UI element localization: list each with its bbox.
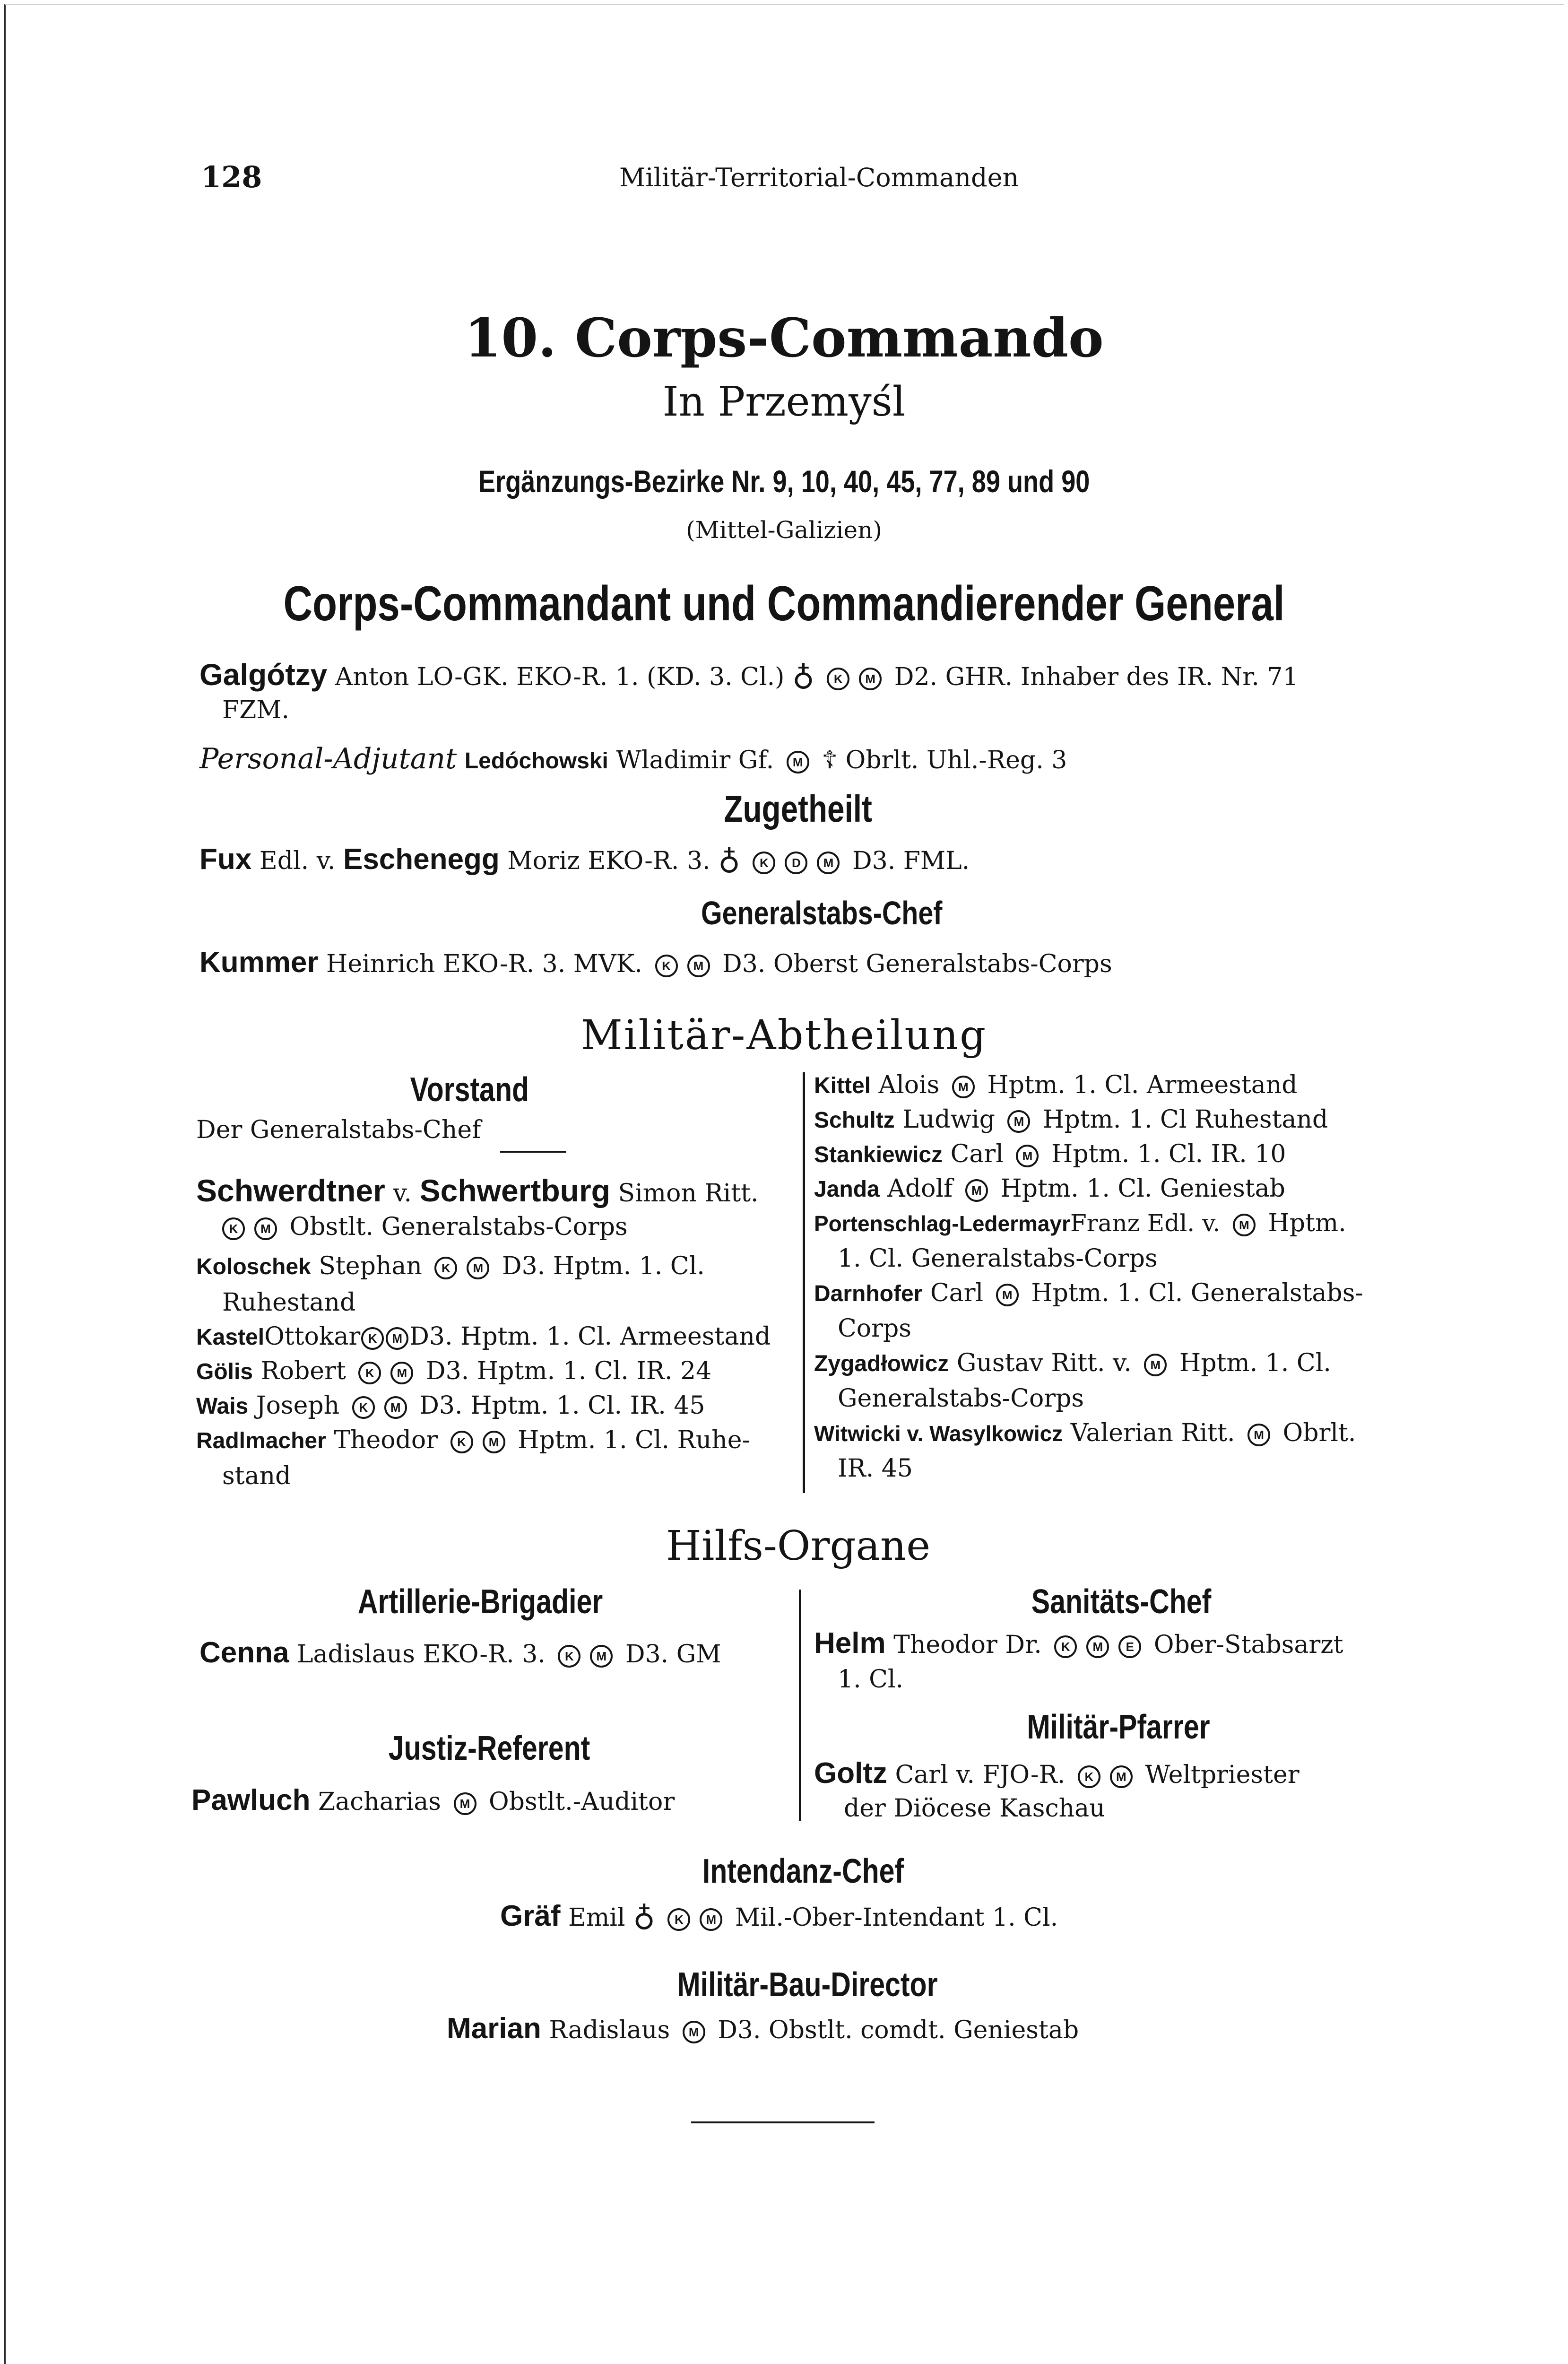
schultz-name: Schultz: [814, 1108, 895, 1133]
kittel-name: Kittel: [814, 1073, 871, 1098]
radlmacher-first: Theodor: [334, 1426, 438, 1454]
m-mark-icon: M: [996, 1284, 1019, 1306]
cross-icon: ☦: [822, 746, 838, 774]
building-heading: [0, 1964, 1568, 2004]
assigned-heading-text: Zugetheilt: [724, 788, 873, 830]
justice-heading-text: Justiz-Referent: [388, 1730, 590, 1767]
m-mark-icon: M: [1086, 1635, 1109, 1658]
m-mark-icon: M: [700, 1908, 722, 1931]
m-mark-icon: M: [787, 751, 809, 774]
k-mark-icon: K: [358, 1362, 381, 1384]
janda-rank: Hptm. 1. Cl. Geniestab: [1000, 1174, 1285, 1203]
assigned-name-b: Eschenegg: [343, 843, 500, 876]
schwerdtner-title: Simon Ritt.: [618, 1179, 759, 1208]
kittel-line: [814, 1071, 1298, 1099]
pawluch-rank: Obstlt.-Auditor: [489, 1788, 675, 1816]
m-mark-icon: M: [859, 668, 882, 690]
cenna-details-b: D3. GM: [625, 1640, 721, 1669]
intendancy-heading-text: Intendanz-Chef: [702, 1852, 904, 1890]
adjutant-details-b: Obrlt. Uhl.-Reg. 3: [845, 746, 1067, 774]
schwerdtner-line-1: [196, 1173, 759, 1208]
graef-name: Gräf: [500, 1900, 561, 1932]
graef-first: Emil: [568, 1903, 625, 1932]
stankiewicz-rank: Hptm. 1. Cl. IR. 10: [1051, 1140, 1286, 1168]
artillery-heading: [331, 1582, 630, 1621]
assigned-details-b: D3. FML.: [852, 847, 970, 875]
chief-of-staff-details-a: Heinrich EKO-R. 3. MVK.: [326, 950, 642, 978]
m-mark-icon: M: [965, 1179, 988, 1202]
vorstand-heading-text: Vorstand: [410, 1071, 529, 1109]
military-dept-heading: Militär-Abtheilung: [580, 1012, 988, 1059]
portenschlag-line-2: 1. Cl. Generalstabs-Corps: [838, 1244, 1158, 1273]
priest-heading-text: Militär-Pfarrer: [1027, 1708, 1210, 1746]
helm-line-2: 1. Cl.: [838, 1665, 904, 1694]
m-mark-icon: M: [390, 1362, 413, 1384]
janda-line: [814, 1174, 1285, 1203]
building-heading-text: Militär-Bau-Director: [677, 1966, 938, 2004]
janda-first: Adolf: [887, 1174, 953, 1203]
radlmacher-name: Radlmacher: [196, 1428, 326, 1453]
chief-of-staff-heading: [0, 894, 1568, 932]
k-mark-icon: K: [361, 1327, 384, 1350]
m-mark-icon: M: [1144, 1354, 1167, 1376]
cenna-details-a: Ladislaus EKO-R. 3.: [297, 1640, 546, 1669]
witwicki-line-2: IR. 45: [838, 1454, 913, 1483]
m-mark-icon: M: [687, 955, 710, 977]
koloschek-line-1: [196, 1252, 705, 1280]
stankiewicz-line: [814, 1140, 1286, 1168]
helm-line-1: [814, 1626, 1343, 1660]
k-mark-icon: K: [827, 668, 849, 690]
chief-of-staff-line: [199, 946, 1112, 979]
order-cross-icon: ♁: [718, 842, 740, 877]
goltz-line-2: der Diöcese Kaschau: [844, 1794, 1105, 1823]
radlmacher-line-1: [196, 1426, 750, 1454]
commander-details-b: D2. GHR. Inhaber des IR. Nr. 71: [894, 663, 1299, 691]
m-mark-icon: M: [1247, 1424, 1270, 1446]
schwerdtner-rank: Obstlt. Generalstabs-Corps: [289, 1213, 628, 1241]
vorstand-heading: [397, 1069, 542, 1109]
kastel-line: [196, 1322, 771, 1351]
wais-line: [196, 1391, 705, 1420]
commander-line-1: [199, 657, 1299, 693]
helm-first: Theodor Dr.: [893, 1631, 1042, 1659]
commander-heading-text: Corps-Commandant und Commandierender General: [283, 576, 1285, 631]
k-mark-icon: K: [450, 1431, 473, 1453]
zygadlowicz-name: Zygadłowicz: [814, 1351, 949, 1376]
schultz-rank: Hptm. 1. Cl Ruhestand: [1043, 1105, 1328, 1134]
assigned-mid: Edl. v.: [259, 847, 336, 875]
goelis-rank: D3. Hptm. 1. Cl. IR. 24: [425, 1357, 712, 1385]
artillery-heading-text: Artillerie-Brigadier: [357, 1583, 603, 1621]
schwerdtner-name-b: Schwertburg: [419, 1173, 610, 1208]
schultz-first: Ludwig: [902, 1105, 995, 1134]
chief-of-staff-details-b: D3. Oberst Generalstabs-Corps: [722, 950, 1112, 978]
darnhofer-name: Darnhofer: [814, 1281, 923, 1306]
zygadlowicz-line-1: [814, 1349, 1331, 1377]
darnhofer-line-2: Corps: [838, 1314, 911, 1343]
schwerdtner-line-2: [217, 1213, 628, 1241]
districts-text: Ergänzungs-Bezirke Nr. 9, 10, 40, 45, 77, 89 und 90: [478, 464, 1090, 499]
justice-heading: [366, 1728, 612, 1768]
chief-of-staff-name: Kummer: [199, 946, 319, 979]
stankiewicz-name: Stankiewicz: [814, 1142, 943, 1167]
auxiliary-heading: Hilfs-Organe: [666, 1522, 931, 1570]
m-mark-icon: M: [952, 1076, 975, 1098]
k-mark-icon: K: [1078, 1765, 1100, 1788]
adjutant-line: [199, 742, 1067, 775]
helm-rank: Ober-Stabsarzt: [1153, 1631, 1343, 1659]
schultz-line: [814, 1105, 1328, 1134]
page-number: 128: [201, 160, 262, 194]
marian-rank: D3. Obstlt. comdt. Geniestab: [718, 2016, 1079, 2044]
kastel-rank: D3. Hptm. 1. Cl. Armeestand: [409, 1322, 771, 1351]
zygadlowicz-rank: Hptm. 1. Cl.: [1179, 1349, 1331, 1377]
wais-name: Wais: [196, 1394, 249, 1419]
darnhofer-first: Carl: [930, 1279, 984, 1307]
goltz-name: Goltz: [814, 1757, 887, 1790]
portenschlag-line-1: [814, 1209, 1346, 1237]
pawluch-line: [191, 1783, 675, 1817]
sanitary-heading: [1012, 1582, 1231, 1621]
portenschlag-name: Portenschlag-Ledermayr: [814, 1211, 1070, 1236]
adjutant-details-a: Wladimir Gf.: [616, 746, 774, 774]
running-title: Militär-Territorial-Commanden: [619, 163, 1019, 192]
cenna-line: [199, 1636, 721, 1669]
d-mark-icon: D: [785, 852, 807, 874]
commander-heading: [0, 574, 1568, 632]
m-mark-icon: M: [1233, 1214, 1256, 1236]
m-mark-icon: M: [254, 1217, 277, 1240]
commander-details-a: Anton LO-GK. EKO-R. 1. (KD. 3. Cl.): [335, 663, 785, 691]
cenna-name: Cenna: [199, 1636, 289, 1669]
portenschlag-rank: Hptm.: [1268, 1209, 1346, 1237]
m-mark-icon: M: [483, 1431, 505, 1453]
k-mark-icon: K: [352, 1396, 375, 1419]
stankiewicz-first: Carl: [950, 1140, 1004, 1168]
koloschek-name: Koloschek: [196, 1254, 311, 1279]
witwicki-first: Valerian Ritt.: [1070, 1419, 1235, 1447]
assigned-line: [199, 842, 970, 877]
adjutant-name: Ledóchowski: [464, 748, 608, 774]
radlmacher-line-2: stand: [222, 1462, 291, 1490]
goltz-first: Carl v. FJO-R.: [895, 1761, 1066, 1789]
m-mark-icon: M: [467, 1257, 489, 1279]
koloschek-first: Stephan: [319, 1252, 422, 1280]
kittel-first: Alois: [878, 1071, 940, 1099]
darnhofer-line-1: [814, 1279, 1363, 1307]
priest-heading: [1007, 1707, 1230, 1747]
end-rule: [691, 2121, 875, 2123]
goltz-rank: Weltpriester: [1145, 1761, 1299, 1789]
marian-line: [447, 2012, 1079, 2045]
districts-line: [0, 463, 1568, 500]
m-mark-icon: M: [683, 2021, 705, 2043]
m-mark-icon: M: [1110, 1765, 1133, 1788]
portenschlag-first: Franz Edl. v.: [1070, 1209, 1221, 1237]
witwicki-rank: Obrlt.: [1282, 1419, 1356, 1447]
k-mark-icon: K: [655, 955, 678, 977]
vorstand-rule: [500, 1151, 566, 1153]
sanitary-heading-text: Sanitäts-Chef: [1031, 1583, 1212, 1621]
k-mark-icon: K: [558, 1645, 580, 1668]
page-title: 10. Corps-Commando: [464, 307, 1104, 369]
k-mark-icon: K: [667, 1908, 690, 1931]
pawluch-first: Zacharias: [318, 1788, 441, 1816]
k-mark-icon: K: [753, 852, 775, 874]
graef-rank: Mil.-Ober-Intendant 1. Cl.: [735, 1903, 1058, 1932]
wais-first: Joseph: [256, 1391, 340, 1420]
goelis-line: [196, 1357, 711, 1385]
auxiliary-divider: [799, 1590, 801, 1821]
schwerdtner-name-a: Schwerdtner: [196, 1173, 385, 1208]
commander-name: Galgótzy: [199, 658, 328, 692]
e-mark-icon: E: [1118, 1635, 1141, 1658]
kastel-name: Kastel: [196, 1325, 265, 1350]
schwerdtner-particle: v.: [393, 1179, 412, 1208]
k-mark-icon: K: [222, 1217, 245, 1240]
m-mark-icon: M: [454, 1792, 476, 1815]
koloschek-rank: D3. Hptm. 1. Cl.: [502, 1252, 705, 1280]
goelis-name: Gölis: [196, 1359, 253, 1384]
marian-first: Radislaus: [549, 2016, 670, 2044]
m-mark-icon: M: [590, 1645, 613, 1668]
military-dept-divider: [803, 1072, 805, 1493]
k-mark-icon: K: [1054, 1635, 1077, 1658]
assigned-heading: [0, 787, 1568, 831]
assigned-details-a: Moriz EKO-R. 3.: [507, 847, 710, 875]
witwicki-name: Witwicki v. Wasylkowicz: [814, 1421, 1063, 1446]
radlmacher-rank: Hptm. 1. Cl. Ruhe-: [518, 1426, 751, 1454]
assigned-name-a: Fux: [199, 843, 252, 876]
adjutant-label: Personal-Adjutant: [199, 742, 457, 775]
m-mark-icon: M: [1016, 1145, 1039, 1167]
commander-line-2: FZM.: [222, 696, 289, 724]
location-subtitle: In Przemyśl: [662, 378, 906, 426]
goelis-first: Robert: [260, 1357, 346, 1385]
m-mark-icon: M: [386, 1327, 408, 1350]
helm-name: Helm: [814, 1627, 886, 1660]
pawluch-name: Pawluch: [191, 1784, 311, 1816]
intendancy-heading: [0, 1851, 1568, 1891]
koloschek-line-2: Ruhestand: [222, 1288, 356, 1317]
chief-of-staff-heading-text: Generalstabs-Chef: [701, 895, 943, 931]
vorstand-sub: Der Generalstabs-Chef: [196, 1116, 481, 1144]
zygadlowicz-line-2: Generalstabs-Corps: [838, 1384, 1084, 1413]
region-line: (Mittel-Galizien): [686, 516, 882, 544]
zygadlowicz-first: Gustav Ritt. v.: [956, 1349, 1132, 1377]
m-mark-icon: M: [817, 852, 840, 874]
witwicki-line-1: [814, 1419, 1356, 1447]
kittel-rank: Hptm. 1. Cl. Armeestand: [987, 1071, 1298, 1099]
wais-rank: D3. Hptm. 1. Cl. IR. 45: [419, 1391, 705, 1420]
kastel-first: Ottokar: [264, 1322, 361, 1351]
m-mark-icon: M: [1007, 1110, 1030, 1133]
graef-line: [500, 1898, 1058, 1933]
marian-name: Marian: [447, 2012, 541, 2045]
goltz-line-1: [814, 1756, 1299, 1790]
k-mark-icon: K: [434, 1257, 457, 1279]
m-mark-icon: M: [384, 1396, 407, 1419]
janda-name: Janda: [814, 1177, 880, 1202]
darnhofer-rank: Hptm. 1. Cl. Generalstabs-: [1031, 1279, 1363, 1307]
order-cross-icon: ♁: [792, 658, 814, 693]
order-cross-icon: ♁: [633, 1898, 655, 1933]
